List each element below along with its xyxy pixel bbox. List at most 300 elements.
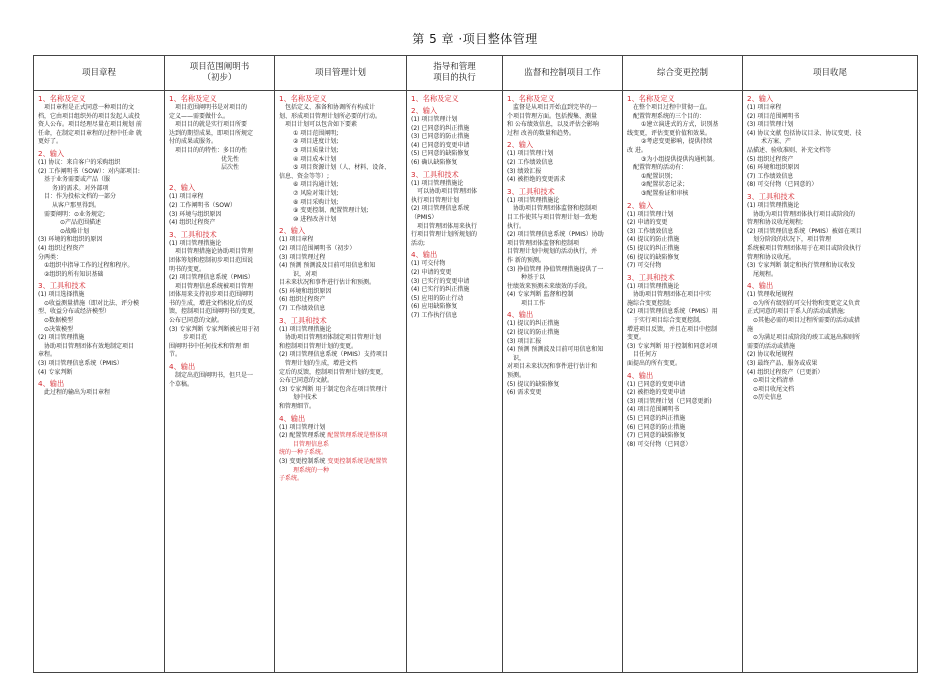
text-line <box>627 156 739 165</box>
line-text: 增进项目反馈，并且在项目中控制 <box>627 325 718 333</box>
line-text: (2) 项目管理措施 <box>38 334 85 342</box>
section-heading <box>169 183 271 193</box>
line-text: (1) 可交付物 <box>411 260 446 268</box>
text-line <box>627 147 739 156</box>
line-text: 步项目范 <box>183 334 208 342</box>
text-line <box>411 180 499 189</box>
text-line <box>169 351 271 360</box>
line-text: 执行项目管理计划 <box>411 196 460 204</box>
line-text: 2、输入 <box>747 94 774 103</box>
text-line <box>38 193 161 202</box>
line-text: 4、输出 <box>38 379 65 389</box>
line-text: (1) 项目管理计划 <box>411 116 458 123</box>
text-line <box>507 291 619 300</box>
column-header-line: 监督和控制项目工作 <box>524 67 601 78</box>
text-line <box>279 245 403 254</box>
line-text: (3) 环境的和组织的原因 <box>38 236 103 244</box>
line-text: 项目管理团体监督和控制项 <box>507 239 580 247</box>
line-text: 划中技术 <box>293 394 318 402</box>
section-heading <box>507 187 619 197</box>
line-text: (1) 项目管理措施论 <box>627 282 680 290</box>
text-line <box>747 351 914 360</box>
line-text: 2、输入 <box>38 148 65 158</box>
text-line <box>627 164 739 173</box>
text-line <box>169 138 271 147</box>
text-line <box>627 283 739 292</box>
column-header <box>623 56 743 91</box>
line-text: 3、工具和技术 <box>627 272 675 282</box>
text-line <box>169 266 271 275</box>
line-text: 需要的活动或措施 <box>747 342 796 350</box>
line-text: (1) 项目管理计划 <box>279 423 326 431</box>
text-line <box>747 262 914 271</box>
text-line <box>627 254 739 263</box>
line-text: 2、输入 <box>279 226 306 236</box>
text-line <box>747 245 914 254</box>
text-line <box>747 308 914 317</box>
line-text: ⊙项目文档清单 <box>753 377 795 385</box>
line-text: 3、工具和技术 <box>411 169 459 179</box>
line-text: (5) 环境和组织原因 <box>279 287 332 295</box>
line-text: 和管理细节。 <box>279 403 316 410</box>
text-line <box>627 317 739 326</box>
line-text: 子系统。 <box>279 475 304 483</box>
line-text: 4、输出 <box>411 250 438 260</box>
column-header-line: 指导和管理 <box>433 62 476 72</box>
text-line <box>38 219 161 228</box>
column-header-line: 综合变更控制 <box>656 67 708 78</box>
line-text: (4) 已同意的变更申请 <box>411 141 470 149</box>
section-heading <box>169 230 271 240</box>
text-line <box>747 360 914 369</box>
line-text: 务)的需求。对外部项 <box>52 184 109 192</box>
line-text: 4、输出 <box>507 310 534 320</box>
line-text: (1) 协议：来自客户的采购组织 <box>38 158 121 166</box>
text-line <box>38 159 161 168</box>
text-line <box>279 432 403 441</box>
line-text: 付的成果或服务。 <box>169 138 218 146</box>
line-text: 需要阐明：⊙业务规定; <box>44 210 106 218</box>
page-title: 第 5 章 ·项目整体管理 <box>412 32 538 46</box>
text-line <box>279 475 403 484</box>
line-text: 变更。 <box>627 334 646 342</box>
section-heading <box>38 149 161 159</box>
line-text: 定义——需要做什么。 <box>169 112 230 120</box>
line-text: (4) 被拒绝的变更需求 <box>507 176 566 184</box>
text-line <box>169 381 271 390</box>
line-text: (2) 工作绩效信息 <box>507 158 554 166</box>
line-text: 档，它由项目组织外的项目发起人或投 <box>38 112 141 120</box>
line-text: (7) 已同意的缺陷修复 <box>627 432 686 440</box>
line-text: 协助项目管理团体制定项目管理计划 <box>285 334 382 342</box>
section-heading <box>411 250 499 260</box>
line-text: 1、名称及定义 <box>507 94 555 103</box>
text-line <box>279 271 403 280</box>
line-text: 4、输出 <box>747 281 774 291</box>
line-text: 目任何方 <box>633 351 658 359</box>
text-line <box>507 338 619 347</box>
section-heading <box>169 94 271 104</box>
line-text: (4) 协议文献 包括协议目录、协议变更、技 <box>747 129 862 137</box>
text-line <box>507 214 619 223</box>
line-text: ⊙战略计划 <box>60 227 90 235</box>
section-heading <box>279 94 403 104</box>
line-text: (4) 预测 预测波及目前可用信息和知 <box>507 346 604 354</box>
text-line <box>627 113 739 122</box>
line-text: ⑥ 项目沟通计划; <box>293 181 339 189</box>
line-text: 资人公布。项目经理尽量在项目规划 前 <box>38 121 142 129</box>
text-line <box>411 188 499 197</box>
text-line <box>169 193 271 202</box>
line-text: 往绩效来预测未来绩效的手段。 <box>507 282 592 290</box>
text-line <box>507 231 619 240</box>
text-line <box>411 159 499 168</box>
text-line <box>38 254 161 263</box>
line-text: 种基于以 <box>521 274 546 282</box>
line-text: 定后的反馈，控制项目管理计划的变更， <box>279 368 388 376</box>
text-line <box>747 236 914 245</box>
line-text: ③ 项目质量计划; <box>293 146 339 154</box>
line-text: ⊙其他必需的项目过程所需要的活动或措 <box>753 317 861 325</box>
line-text: (8) 可交付物（已同意） <box>627 440 692 448</box>
text-line <box>747 369 914 378</box>
line-text: (5) 已同意的缺陷修复 <box>411 150 470 158</box>
line-text: 此过程的输出为项目章程 <box>44 389 111 397</box>
text-line <box>507 168 619 177</box>
line-text: 识，对项 <box>293 270 318 278</box>
line-text: 理系统的一种 <box>293 466 330 474</box>
line-text: ⑦ 风险对策计划; <box>293 189 339 197</box>
text-line <box>507 363 619 372</box>
line-text: (4) 组织过程资产 <box>169 219 216 227</box>
line-text: 信息、资金等等）; <box>279 172 330 180</box>
line-text: (3) 项目管理信息系统（PMIS） <box>38 360 123 368</box>
line-text: 任命，在制定项目章程的过程中任命 就 <box>38 129 142 137</box>
text-line <box>627 424 739 433</box>
text-line <box>169 308 271 317</box>
text-line <box>507 300 619 309</box>
line-text: （PMIS） <box>411 213 438 221</box>
process-table <box>33 55 918 673</box>
line-text: (3) 工作绩效信息 <box>627 227 674 235</box>
column-header-line: 项目的执行 <box>433 73 476 83</box>
line-text: 项目目的就是实行项目所要 <box>175 121 248 129</box>
line-text: 2、输入 <box>507 140 534 150</box>
line-text: (3) 专家判断 专家判断被应用于初 <box>169 325 260 333</box>
text-line <box>411 278 499 287</box>
line-text: 协助为项目管理团体执行项目或阶段的 <box>753 210 856 218</box>
line-text: 从客户那里得到。 <box>52 201 101 209</box>
section-heading <box>279 414 403 424</box>
text-line <box>38 308 161 317</box>
section-heading <box>411 106 499 116</box>
line-text: (1) 管理收尾规程 <box>747 291 794 299</box>
text-line <box>279 467 403 476</box>
text-line <box>279 181 403 190</box>
line-text: (3) 挣值管理 挣值管理措施提供了一 <box>507 265 604 273</box>
line-text: 系统被项目管理团体用于在项目或阶段执行 <box>747 244 862 252</box>
line-text: (7) 工作绩效信息 <box>747 172 794 180</box>
line-text: (1) 项目管理计划 <box>507 150 554 158</box>
text-line <box>38 245 161 254</box>
text-line <box>38 262 161 271</box>
line-text: (3) 变更控制系统 <box>279 457 326 465</box>
section-heading <box>507 140 619 150</box>
text-line <box>279 104 403 113</box>
text-line <box>507 104 619 113</box>
line-text: (1) 项目管理计划 <box>627 210 674 218</box>
line-text: 更好了。 <box>38 138 63 146</box>
column-cell <box>165 91 275 673</box>
line-text: (3) 已实行的变更申请 <box>411 277 470 285</box>
line-text: (1) 项目管理措施论 <box>411 179 464 187</box>
line-text: ②配置状态记录； <box>641 181 689 189</box>
text-line <box>507 150 619 159</box>
line-text: (3) 项目管理计划（已同意更新) <box>627 397 712 405</box>
line-text: ⊙历史信息 <box>753 394 783 402</box>
text-line <box>38 176 161 185</box>
text-line <box>627 406 739 415</box>
text-line <box>411 286 499 295</box>
line-text: (3) 专家判断 制定和执行管理和协议收发 <box>747 262 856 270</box>
text-line <box>627 262 739 271</box>
text-line <box>38 326 161 335</box>
text-line <box>169 164 271 173</box>
line-text: ⑩ 进程改善计划 <box>293 215 337 223</box>
line-text: 目：作为投标文档的一部分 <box>44 193 117 201</box>
text-line <box>38 202 161 211</box>
line-text: 识， <box>513 354 526 362</box>
column-cell <box>407 91 503 673</box>
column-header-line: 项目章程 <box>81 67 116 78</box>
line-text: 在整个项目过程中贯彻一直。 <box>633 104 712 111</box>
line-text: (3) 专家判断 用于制定包含在项目管理计 <box>279 385 388 393</box>
column-cell <box>743 91 918 673</box>
line-text: (2) 项目管理信息系统（PMIS）支持项目 <box>279 351 388 359</box>
line-text: (2) 项目管理信息系统（PMIS）被如在项目 <box>747 227 862 235</box>
section-heading <box>411 94 499 104</box>
line-text: 1、名称及定义 <box>411 94 459 103</box>
text-line <box>747 271 914 280</box>
column-header <box>407 56 503 91</box>
text-line <box>169 274 271 283</box>
text-line <box>627 326 739 335</box>
text-line <box>169 202 271 211</box>
text-line <box>627 291 739 300</box>
line-text: 制定出范围阐明书，但只是一 <box>175 372 254 380</box>
line-text: (4) 组织过程资产（已更新） <box>747 368 824 376</box>
line-text: ⑧ 项目采购计划; <box>293 198 339 206</box>
line-text: 目工作使其与项目管理计划一致地 <box>507 213 598 221</box>
text-line <box>38 113 161 122</box>
text-line <box>411 116 499 125</box>
line-text: 3、工具和技术 <box>747 191 795 201</box>
line-text: (3) 环境与组织原因 <box>169 210 222 218</box>
text-line <box>279 424 403 433</box>
line-text: (3) 专家判断 用于控制和同意对项 <box>627 342 718 350</box>
text-line <box>507 257 619 266</box>
line-text: 3、工具和技术 <box>507 186 555 196</box>
line-text: ② 项目进度计划; <box>293 138 339 146</box>
text-line <box>627 138 739 147</box>
text-line <box>411 260 499 269</box>
text-line <box>507 372 619 381</box>
line-text: 配置管理的活动有： <box>633 164 688 172</box>
line-text: 目未来状况和事件进行估计和预测。 <box>279 279 376 287</box>
text-line <box>279 403 403 412</box>
line-text: 3、工具和技术 <box>279 315 327 325</box>
text-line <box>627 190 739 199</box>
text-line <box>627 432 739 441</box>
text-line <box>747 147 914 156</box>
text-line <box>627 245 739 254</box>
text-line <box>279 449 403 458</box>
line-text: 包括定义、准备和协调所有构成计 <box>285 104 376 111</box>
line-text: 目管理信息系 <box>293 440 330 448</box>
line-text: (8) 可交付物（已同意的） <box>747 181 818 189</box>
text-line <box>169 219 271 228</box>
line-text: 2、输入 <box>411 106 438 115</box>
column-cell <box>34 91 165 673</box>
text-line <box>279 236 403 245</box>
line-text: 分两类： <box>38 253 63 261</box>
text-line <box>279 334 403 343</box>
text-line <box>38 121 161 130</box>
text-line <box>507 283 619 292</box>
text-line <box>507 113 619 122</box>
line-text: (6) 环境和组织原因 <box>747 164 800 172</box>
line-text: 协助项目管理团体有效地制定项目 <box>44 342 135 350</box>
text-line <box>38 369 161 378</box>
section-heading <box>627 273 739 283</box>
header-row <box>34 56 918 91</box>
column-header <box>34 56 165 91</box>
text-line <box>411 295 499 304</box>
text-line <box>411 231 499 240</box>
line-text: (2) 项目范围阐明书（初步） <box>279 244 356 252</box>
text-line <box>747 138 914 147</box>
line-text: ④ 项目成本计划 <box>293 155 337 163</box>
text-line <box>38 389 161 398</box>
line-text: (4) 专家判断 监督和控制 <box>507 291 574 299</box>
column-header <box>503 56 623 91</box>
line-text: 项目管理信息系统被项目管理 <box>175 282 254 290</box>
text-line <box>38 168 161 177</box>
line-text: 优先性 <box>191 155 240 163</box>
highlight-text: 配置管理系统是整体项 <box>325 432 388 440</box>
section-heading <box>38 281 161 291</box>
text-line <box>507 176 619 185</box>
text-line <box>411 150 499 159</box>
line-text: ⊙产品范围描述 <box>60 219 102 227</box>
line-text: 个项目管理方面。包括搜集、测量 <box>507 112 598 120</box>
text-line <box>747 202 914 211</box>
section-heading <box>627 371 739 381</box>
text-line <box>279 394 403 403</box>
text-line <box>279 156 403 165</box>
section-heading <box>38 94 161 104</box>
line-text: 项目管理团体用来执行 <box>417 222 478 230</box>
line-text: (6) 需求变更 <box>507 389 542 397</box>
text-line <box>279 351 403 360</box>
text-line <box>627 415 739 424</box>
text-line <box>411 223 499 232</box>
text-line <box>411 240 499 249</box>
line-text: (6) 提议的缺陷修复 <box>627 253 680 261</box>
line-text: (2) 项目管理信息系统（PMIS） <box>169 274 254 282</box>
text-line <box>627 308 739 317</box>
text-line <box>507 266 619 275</box>
text-line <box>747 181 914 190</box>
text-line <box>627 104 739 113</box>
line-text: (6) 组织过程资产 <box>279 296 326 304</box>
line-text: (4) 提议的防止措施 <box>627 236 680 244</box>
text-line <box>627 121 739 130</box>
text-line <box>747 334 914 343</box>
section-heading <box>507 94 619 104</box>
text-line <box>38 343 161 352</box>
text-line <box>507 248 619 257</box>
line-text: ①配置识别； <box>641 172 677 180</box>
line-text: (2) 配置管理系统 <box>279 432 326 440</box>
line-text: (3) 已同意的防止措施 <box>411 133 470 141</box>
line-text: 基于业务需要或产品（服 <box>44 176 111 184</box>
section-heading <box>279 316 403 326</box>
text-line <box>627 236 739 245</box>
text-line <box>169 283 271 292</box>
column-header-line: （初步） <box>202 73 237 83</box>
text-line <box>38 291 161 300</box>
line-text: 项目范围阐明书是对项目的 <box>175 104 248 111</box>
text-line <box>169 317 271 326</box>
text-line <box>411 125 499 134</box>
line-text: (3) 最终产品、服务或成果 <box>747 360 818 368</box>
text-line <box>507 159 619 168</box>
line-text: (4) 已实行的纠正措施 <box>411 286 470 294</box>
text-line <box>169 372 271 381</box>
line-text: 协助项目管理团体在项目中实 <box>633 291 712 299</box>
line-text: 过程 改善的数量和趋势。 <box>507 129 575 137</box>
text-line <box>169 156 271 165</box>
line-text: 2、输入 <box>627 200 654 210</box>
line-text: (1) 项目管理措施论 <box>169 239 222 247</box>
line-text: (3) 项目管理过程 <box>279 253 326 261</box>
line-text: (1) 项目管理措施论 <box>747 201 800 209</box>
column-header-line: 项目收尾 <box>812 67 847 78</box>
text-line <box>411 269 499 278</box>
line-text: ③配置验证和审核 <box>641 189 689 197</box>
text-line <box>169 343 271 352</box>
text-line <box>747 121 914 130</box>
line-text: (3) 项目汇报 <box>507 337 542 345</box>
column-cell <box>275 91 407 673</box>
text-line <box>169 121 271 130</box>
line-text: (4) 预测 预测波及目前可用信息和知 <box>279 262 376 270</box>
line-text: 和控制项目管理计划的变更。 <box>279 342 358 350</box>
text-line <box>279 138 403 147</box>
line-text: 书的生成，增进文档相化后的反 <box>169 299 254 307</box>
line-text: 馈，控制项目范围阐明书的变更， <box>169 308 260 316</box>
text-line <box>627 360 739 369</box>
line-text: 预测。 <box>507 372 526 380</box>
section-heading <box>279 226 403 236</box>
text-line <box>279 377 403 386</box>
line-text: 行项目管理计划所规划的 <box>411 231 478 239</box>
text-line <box>279 199 403 208</box>
section-heading <box>627 201 739 211</box>
line-text: 节。 <box>169 351 182 359</box>
line-text: (1) 提议的纠正措施 <box>507 320 560 328</box>
